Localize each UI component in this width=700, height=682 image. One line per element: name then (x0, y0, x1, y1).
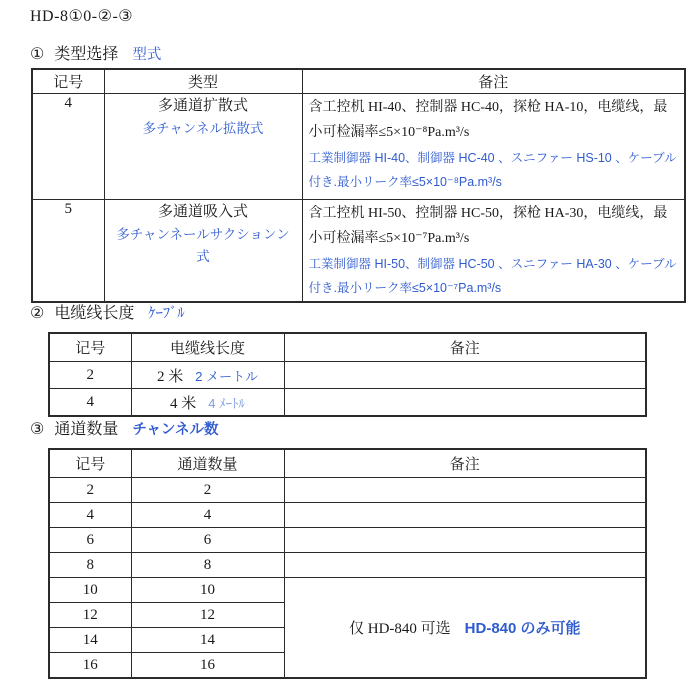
cell-qty: 6 (131, 528, 284, 553)
cell-remark-merged (284, 578, 646, 679)
cell-qty: 16 (131, 653, 284, 679)
table-row (49, 503, 646, 528)
table-row (49, 478, 646, 503)
cell-qty: 2 (131, 478, 284, 503)
merged-remark-chinese: 仅 HD-840 可选 (348, 621, 451, 637)
cell-type (104, 94, 302, 200)
section-1-number: ① (30, 46, 45, 63)
cell-remark (284, 362, 646, 389)
cable-length-table (48, 332, 647, 417)
section-2-number: ② (30, 305, 45, 322)
cell-remark (302, 94, 685, 200)
cell-type (104, 200, 302, 303)
table-row (32, 200, 685, 303)
header-type: 类型 (104, 69, 302, 94)
section-2-heading (30, 300, 185, 323)
channel-quantity-table (48, 448, 647, 679)
cell-remark (284, 503, 646, 528)
remark-chinese: 含工控机 HI-50、控制器 HC-50，探枪 HA-30，电缆线，最小可检漏率≤5×10⁻⁷Pa.m³/s (308, 206, 668, 246)
header-cable-length: 电缆线长度 (131, 333, 284, 362)
cell-code: 8 (49, 553, 131, 578)
table-row (49, 528, 646, 553)
section-1-label-japanese: 型式 (132, 47, 162, 63)
cell-code: 14 (49, 628, 131, 653)
type-selection-table (31, 68, 686, 303)
cell-qty: 8 (131, 553, 284, 578)
cell-code: 2 (49, 362, 131, 389)
cell-code: 16 (49, 653, 131, 679)
length-chinese: 4 米 (169, 395, 197, 412)
header-remark: 备注 (302, 69, 685, 94)
cell-qty: 4 (131, 503, 284, 528)
cell-remark (284, 553, 646, 578)
table-row (49, 553, 646, 578)
type-japanese: 多チャンネル拡散式 (142, 121, 264, 136)
cell-code: 4 (49, 389, 131, 417)
cell-qty: 14 (131, 628, 284, 653)
length-japanese: 2 メートル (195, 368, 259, 384)
cell-code: 5 (32, 200, 104, 303)
cell-code: 10 (49, 578, 131, 603)
type-japanese: 多チャンネールサクションン式 (116, 227, 290, 264)
cell-remark (284, 478, 646, 503)
cell-qty: 10 (131, 578, 284, 603)
section-3-heading (30, 416, 219, 439)
type-chinese: 多通道吸入式 (157, 204, 248, 220)
section-1-label: 类型选择 (54, 46, 119, 63)
length-chinese: 2 米 (156, 368, 184, 385)
header-code: 记号 (32, 69, 104, 94)
cell-code: 2 (49, 478, 131, 503)
type-chinese: 多通道扩散式 (157, 98, 248, 114)
table-row (49, 578, 646, 603)
section-3-label-japanese: チャンネル数 (132, 422, 219, 438)
cell-remark (284, 528, 646, 553)
section-2-label-japanese: ｹｰﾌﾞﾙ (148, 306, 185, 322)
cell-qty: 12 (131, 603, 284, 628)
remark-japanese: 工業制御器 HI-40、制御器 HC-40 、スニファー HS-10 、ケーブル付き.最小リーク率≤5×10⁻⁸Pa.m³/s (308, 151, 677, 189)
section-1-heading (30, 41, 161, 64)
table-row (49, 389, 646, 417)
cell-remark (284, 389, 646, 417)
section-2-label: 电缆线长度 (54, 305, 135, 322)
table-row (32, 94, 685, 200)
header-channel-qty: 通道数量 (131, 449, 284, 478)
header-code: 记号 (49, 449, 131, 478)
model-code-title: HD-8①0-②-③ (30, 8, 134, 25)
header-remark: 备注 (284, 333, 646, 362)
table-row (49, 362, 646, 389)
section-3-number: ③ (30, 421, 45, 438)
cell-code: 6 (49, 528, 131, 553)
merged-remark-japanese: HD-840 のみ可能 (464, 620, 581, 637)
channel-table-header-row (49, 449, 646, 478)
remark-japanese: 工業制御器 HI-50、制御器 HC-50 、スニファー HA-30 、ケーブル付き.最小リーク率≤5×10⁻⁷Pa.m³/s (308, 257, 677, 295)
cell-remark (302, 200, 685, 303)
cell-code: 12 (49, 603, 131, 628)
cell-length (131, 362, 284, 389)
cell-code: 4 (49, 503, 131, 528)
length-japanese: 4 ﾒｰﾄﾙ (208, 395, 246, 411)
cable-table-header-row (49, 333, 646, 362)
header-code: 记号 (49, 333, 131, 362)
type-table-header-row (32, 69, 685, 94)
header-remark: 备注 (284, 449, 646, 478)
cell-length (131, 389, 284, 417)
remark-chinese: 含工控机 HI-40、控制器 HC-40，探枪 HA-10，电缆线，最小可检漏率≤5×10⁻⁸Pa.m³/s (308, 100, 668, 140)
cell-code: 4 (32, 94, 104, 200)
section-3-label: 通道数量 (54, 421, 119, 438)
